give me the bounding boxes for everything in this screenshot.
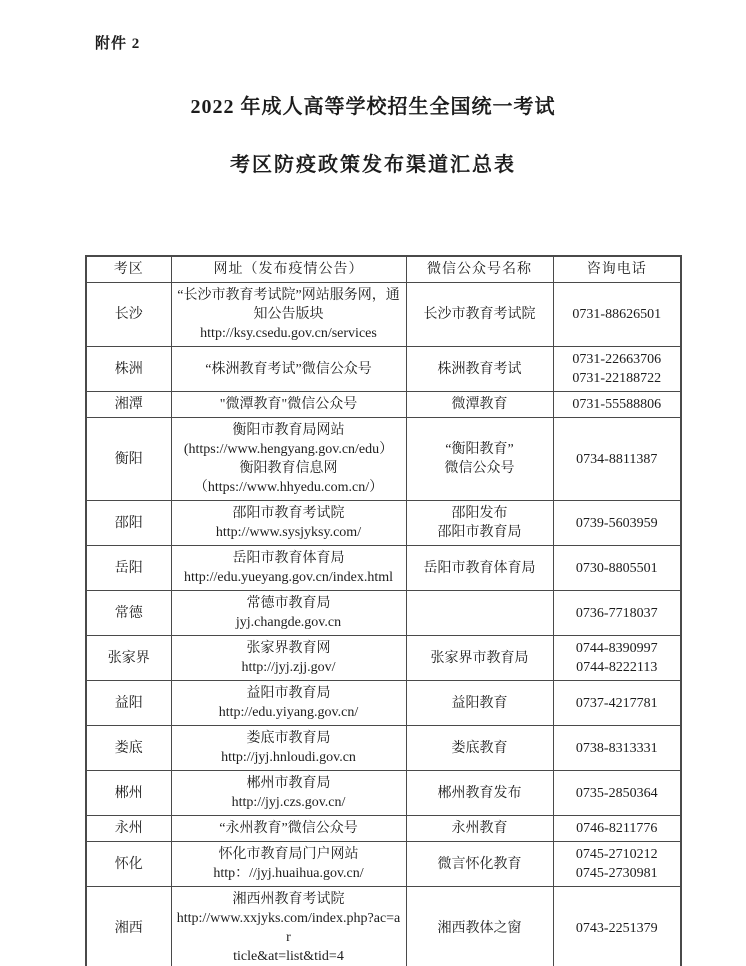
phone-cell	[553, 681, 681, 726]
cell-line: http://jyj.hnloudi.gov.cn	[221, 750, 356, 765]
region-cell	[86, 546, 171, 591]
wechat-cell	[406, 501, 553, 546]
table-row	[86, 887, 681, 966]
cell-line: 邵阳市教育局	[437, 525, 522, 540]
cell-line: 岳阳市教育体育局	[423, 560, 536, 576]
website-cell	[171, 681, 406, 726]
cell-line: 怀化市教育局门户网站	[218, 847, 359, 862]
cell-line: 岳阳市教育体育局	[232, 551, 345, 566]
wechat-cell	[406, 681, 553, 726]
cell-line: 0744-8390997	[575, 641, 658, 656]
website-cell	[171, 501, 406, 546]
table-row	[86, 816, 681, 842]
wechat-cell	[406, 726, 553, 771]
region-cell	[86, 816, 171, 842]
column-header-2: 微信公众号名称	[406, 256, 553, 283]
cell-line: 郴州	[114, 785, 143, 801]
document-subtitle: 考区防疫政策发布渠道汇总表	[230, 154, 516, 176]
cell-line: 微信公众号	[444, 461, 515, 476]
cell-line: 永州教育	[451, 821, 508, 836]
cell-line: 0744-8222113	[576, 660, 658, 675]
cell-line: “长沙市教育考试院”网站服务网，通	[177, 288, 400, 303]
cell-line: 怀化	[114, 856, 143, 872]
cell-line: 郴州市教育局	[246, 776, 331, 791]
phone-cell	[553, 501, 681, 546]
website-cell	[171, 887, 406, 966]
cell-line: http://www.xxjyks.com/index.php?ac=ar	[176, 911, 401, 945]
cell-line: 常德市教育局	[246, 596, 331, 611]
website-cell	[171, 347, 406, 392]
region-cell	[86, 418, 171, 501]
wechat-cell	[406, 636, 553, 681]
phone-cell	[553, 771, 681, 816]
cell-line: 0736-7718037	[575, 605, 658, 621]
cell-line: “株洲教育考试”微信公众号	[205, 361, 372, 377]
cell-line: 微言怀化教育	[437, 856, 522, 872]
cell-line: 湘西教体之窗	[437, 920, 522, 936]
table-row	[86, 283, 681, 347]
cell-line: 0738-8313331	[575, 740, 658, 756]
website-cell	[171, 591, 406, 636]
phone-cell	[553, 283, 681, 347]
table-row	[86, 681, 681, 726]
cell-line: (https://www.hengyang.gov.cn/edu）	[183, 442, 394, 457]
cell-line: 益阳教育	[451, 695, 508, 711]
website-cell	[171, 726, 406, 771]
cell-line: 益阳市教育局	[246, 686, 331, 701]
cell-line: 张家界	[107, 650, 150, 666]
phone-cell	[553, 636, 681, 681]
cell-line: 娄底	[114, 740, 143, 756]
region-cell	[86, 726, 171, 771]
cell-line: 0735-2850364	[575, 785, 658, 801]
cell-line: "微潭教育"微信公众号	[219, 397, 358, 412]
cell-line: 邵阳发布	[451, 506, 508, 521]
region-cell	[86, 501, 171, 546]
cell-line: 0743-2251379	[575, 920, 658, 936]
wechat-cell	[406, 816, 553, 842]
cell-line: 郴州教育发布	[437, 785, 522, 801]
phone-cell	[553, 392, 681, 418]
phone-cell	[553, 591, 681, 636]
region-cell	[86, 392, 171, 418]
website-cell	[171, 771, 406, 816]
phone-cell	[553, 347, 681, 392]
cell-line: 湘西州教育考试院	[232, 892, 345, 907]
phone-cell	[553, 418, 681, 501]
website-cell	[171, 636, 406, 681]
website-cell	[171, 418, 406, 501]
wechat-cell	[406, 887, 553, 966]
cell-line: 微潭教育	[451, 397, 508, 412]
cell-line: 娄底教育	[451, 740, 508, 756]
cell-line: 张家界市教育局	[430, 650, 529, 666]
cell-line: 湘西	[114, 920, 143, 936]
cell-line: jyj.changde.gov.cn	[235, 615, 342, 630]
website-cell	[171, 816, 406, 842]
cell-line: http://www.sysjyksy.com/	[215, 525, 362, 540]
cell-line: 0731-88626501	[572, 307, 662, 322]
cell-line: 常德	[114, 605, 143, 621]
cell-line: http://jyj.czs.gov.cn/	[231, 795, 346, 810]
phone-cell	[553, 887, 681, 966]
phone-cell	[553, 816, 681, 842]
cell-line: 0734-8811387	[576, 451, 658, 467]
table-row	[86, 501, 681, 546]
cell-line: “衡阳教育”	[445, 442, 514, 457]
table-row	[86, 726, 681, 771]
table-row	[86, 347, 681, 392]
cell-line: 株洲教育考试	[437, 361, 522, 377]
cell-line: 0745-2730981	[575, 866, 658, 881]
region-cell	[86, 681, 171, 726]
region-cell	[86, 636, 171, 681]
website-cell	[171, 842, 406, 887]
cell-line: 0731-22663706	[572, 352, 662, 367]
cell-line: 衡阳教育信息网	[239, 461, 338, 476]
cell-line: 张家界教育网	[246, 641, 331, 656]
cell-line: 娄底市教育局	[246, 731, 331, 746]
cell-line: 衡阳	[114, 451, 143, 467]
phone-cell	[553, 842, 681, 887]
column-header-0: 考区	[86, 256, 171, 283]
region-cell	[86, 347, 171, 392]
wechat-cell	[406, 283, 553, 347]
cell-line: 益阳	[114, 695, 143, 711]
wechat-cell	[406, 392, 553, 418]
cell-line: ticle&at=list&tid=4	[233, 949, 344, 964]
cell-line: 0745-2710212	[575, 847, 658, 862]
website-cell	[171, 283, 406, 347]
cell-line: http：//jyj.huaihua.gov.cn/	[213, 866, 364, 881]
region-cell	[86, 283, 171, 347]
cell-line: “永州教育”微信公众号	[219, 821, 358, 836]
cell-line: 知公告版块	[253, 307, 324, 322]
table-row	[86, 418, 681, 501]
table-row	[86, 771, 681, 816]
cell-line: 0746-8211776	[576, 821, 658, 836]
cell-line: 株洲	[114, 361, 143, 377]
wechat-cell	[406, 546, 553, 591]
cell-line: 长沙市教育考试院	[423, 307, 536, 322]
table-row	[86, 546, 681, 591]
cell-line: （https://www.hhyedu.com.cn/）	[193, 480, 384, 495]
table-row	[86, 636, 681, 681]
table-header-row	[86, 256, 681, 283]
wechat-cell	[406, 347, 553, 392]
document-title: 2022 年成人高等学校招生全国统一考试	[190, 96, 556, 118]
cell-line: 0731-55588806	[572, 397, 662, 412]
region-cell	[86, 842, 171, 887]
cell-line: http://edu.yueyang.gov.cn/index.html	[183, 570, 394, 585]
wechat-cell	[406, 591, 553, 636]
cell-line: http://ksy.csedu.gov.cn/services	[200, 326, 377, 341]
wechat-cell	[406, 842, 553, 887]
phone-cell	[553, 726, 681, 771]
attachment-label: 附件 2	[95, 36, 141, 52]
cell-line: 湘潭	[114, 397, 143, 412]
cell-line: http://edu.yiyang.gov.cn/	[218, 705, 359, 720]
table-row	[86, 392, 681, 418]
cell-line: 0737-4217781	[575, 695, 658, 711]
cell-line: 0731-22188722	[572, 371, 662, 386]
phone-cell	[553, 546, 681, 591]
table-row	[86, 842, 681, 887]
cell-line: http://jyj.zjj.gov/	[241, 660, 336, 675]
region-cell	[86, 887, 171, 966]
cell-line: 永州	[114, 821, 143, 836]
cell-line: 衡阳市教育局网站	[232, 423, 345, 438]
wechat-cell	[406, 418, 553, 501]
table-row	[86, 591, 681, 636]
cell-line: 长沙	[114, 307, 143, 322]
column-header-1: 网址（发布疫情公告）	[171, 256, 406, 283]
region-cell	[86, 591, 171, 636]
cell-line: 岳阳	[114, 560, 143, 576]
website-cell	[171, 546, 406, 591]
wechat-cell	[406, 771, 553, 816]
cell-line: 邵阳	[114, 515, 143, 531]
policy-channel-table	[85, 255, 682, 966]
website-cell	[171, 392, 406, 418]
cell-line: 0730-8805501	[575, 560, 658, 576]
cell-line: 0739-5603959	[575, 515, 658, 531]
column-header-3: 咨询电话	[553, 256, 681, 283]
region-cell	[86, 771, 171, 816]
cell-line: 邵阳市教育考试院	[232, 506, 345, 521]
